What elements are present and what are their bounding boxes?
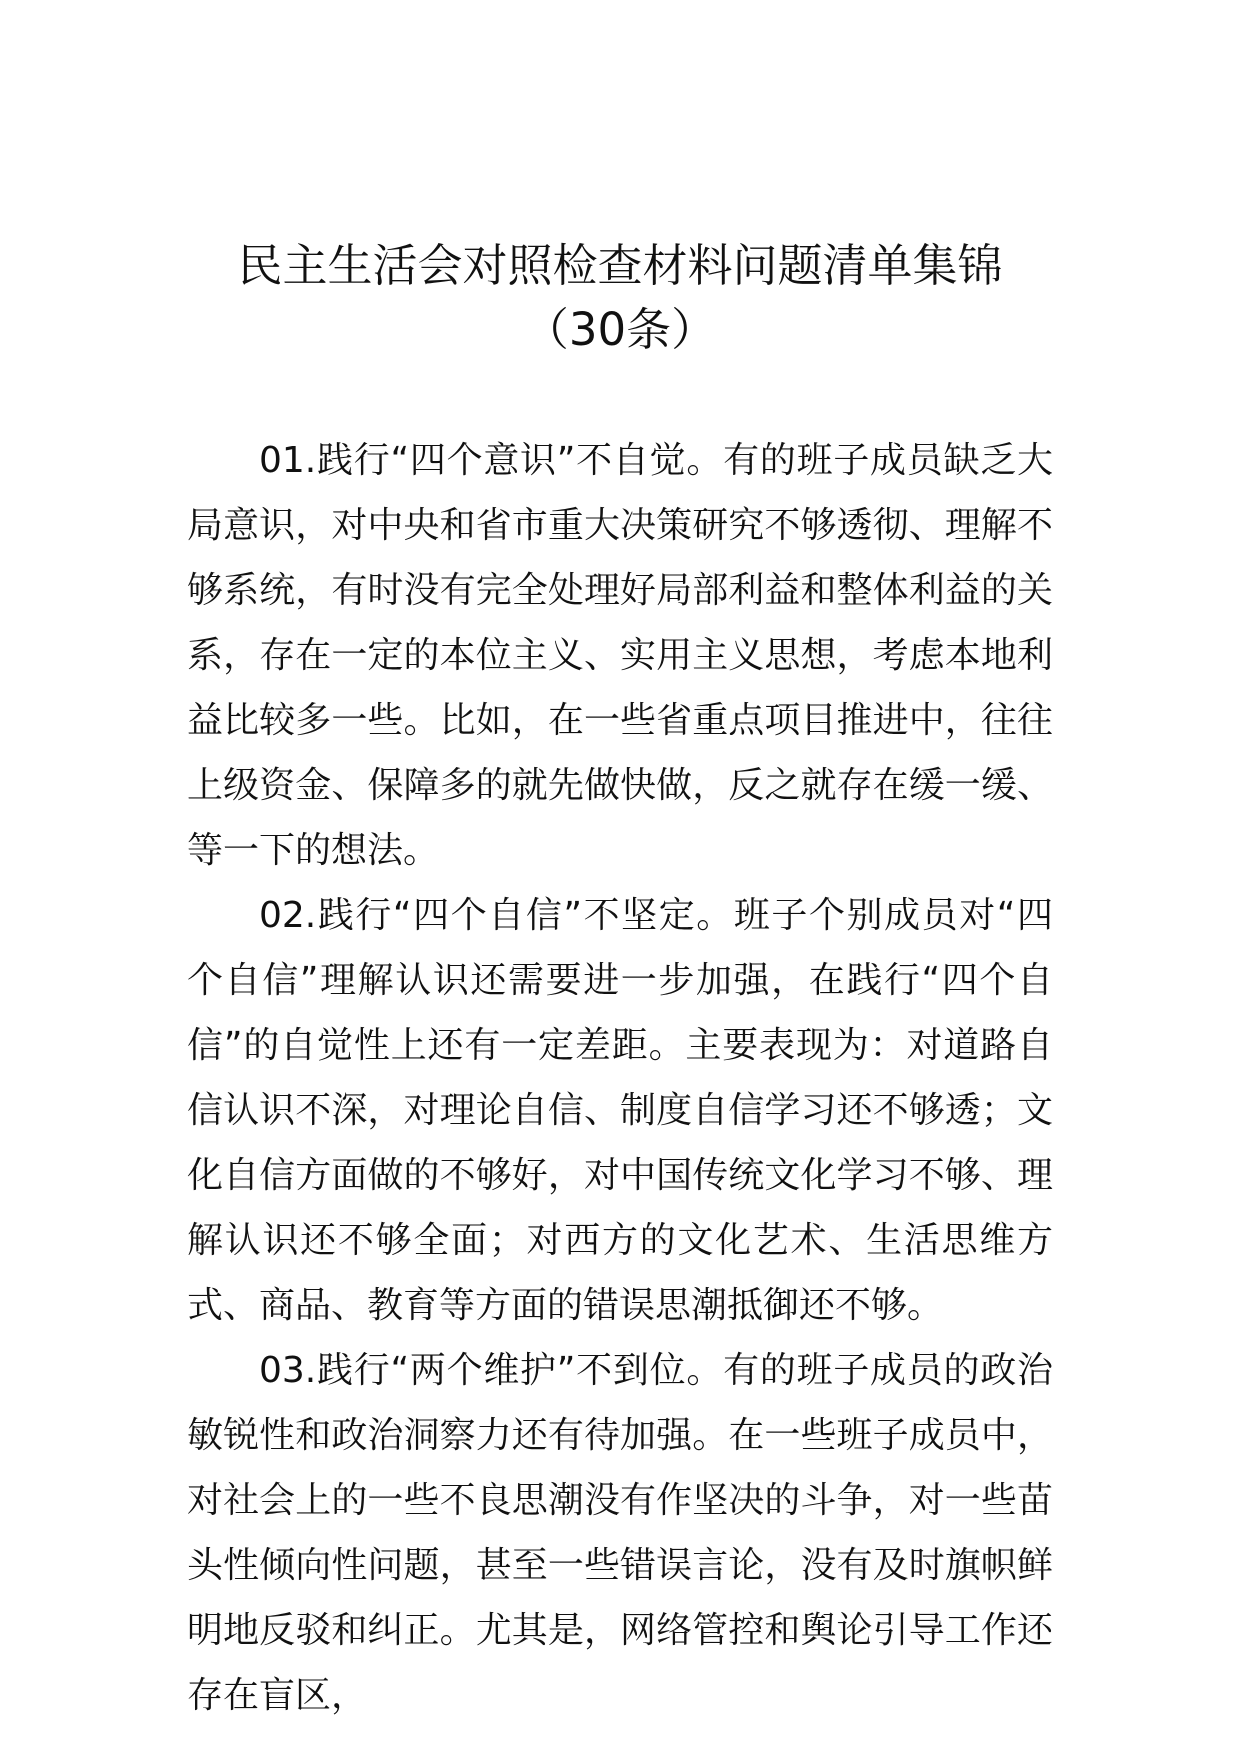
paragraph-01: 01.践行“四个意识”不自觉。有的班子成员缺乏大局意识，对中央和省市重大决策研究不够透彻、理解不够系统，有时没有完全处理好局部利益和整体利益的关系，存在一定的本位主义、实用主义思想，考虑本地利益比较多一些。比如，在一些省重点项目推进中，往往上级资金、保障多的就先做快做，反之就存在缓一缓、等一下的想法。 <box>187 440 1053 871</box>
title-block <box>0 236 1240 360</box>
paragraph-03: 03.践行“两个维护”不到位。有的班子成员的政治敏锐性和政治洞察力还有待加强。在一些班子成员中，对社会上的一些不良思潮没有作坚决的斗争，对一些苗头性倾向性问题，甚至一些错误言论，没有及时旗帜鲜明地反驳和纠正。尤其是，网络管控和舆论引导工作还存在盲区， <box>187 1350 1053 1716</box>
paragraph-02: 02.践行“四个自信”不坚定。班子个别成员对“四个自信”理解认识还需要进一步加强，在践行“四个自信”的自觉性上还有一定差距。主要表现为：对道路自信认识不深，对理论自信、制度自信学习还不够透；文化自信方面做的不够好，对中国传统文化学习不够、理解认识还不够全面；对西方的文化艺术、生活思维方式、商品、教育等方面的错误思潮抵御还不够。 <box>187 895 1053 1326</box>
document-subtitle: （30条） <box>523 303 717 356</box>
document-body <box>187 428 1053 1728</box>
document-title: 民主生活会对照检查材料问题清单集锦 <box>237 239 1003 292</box>
